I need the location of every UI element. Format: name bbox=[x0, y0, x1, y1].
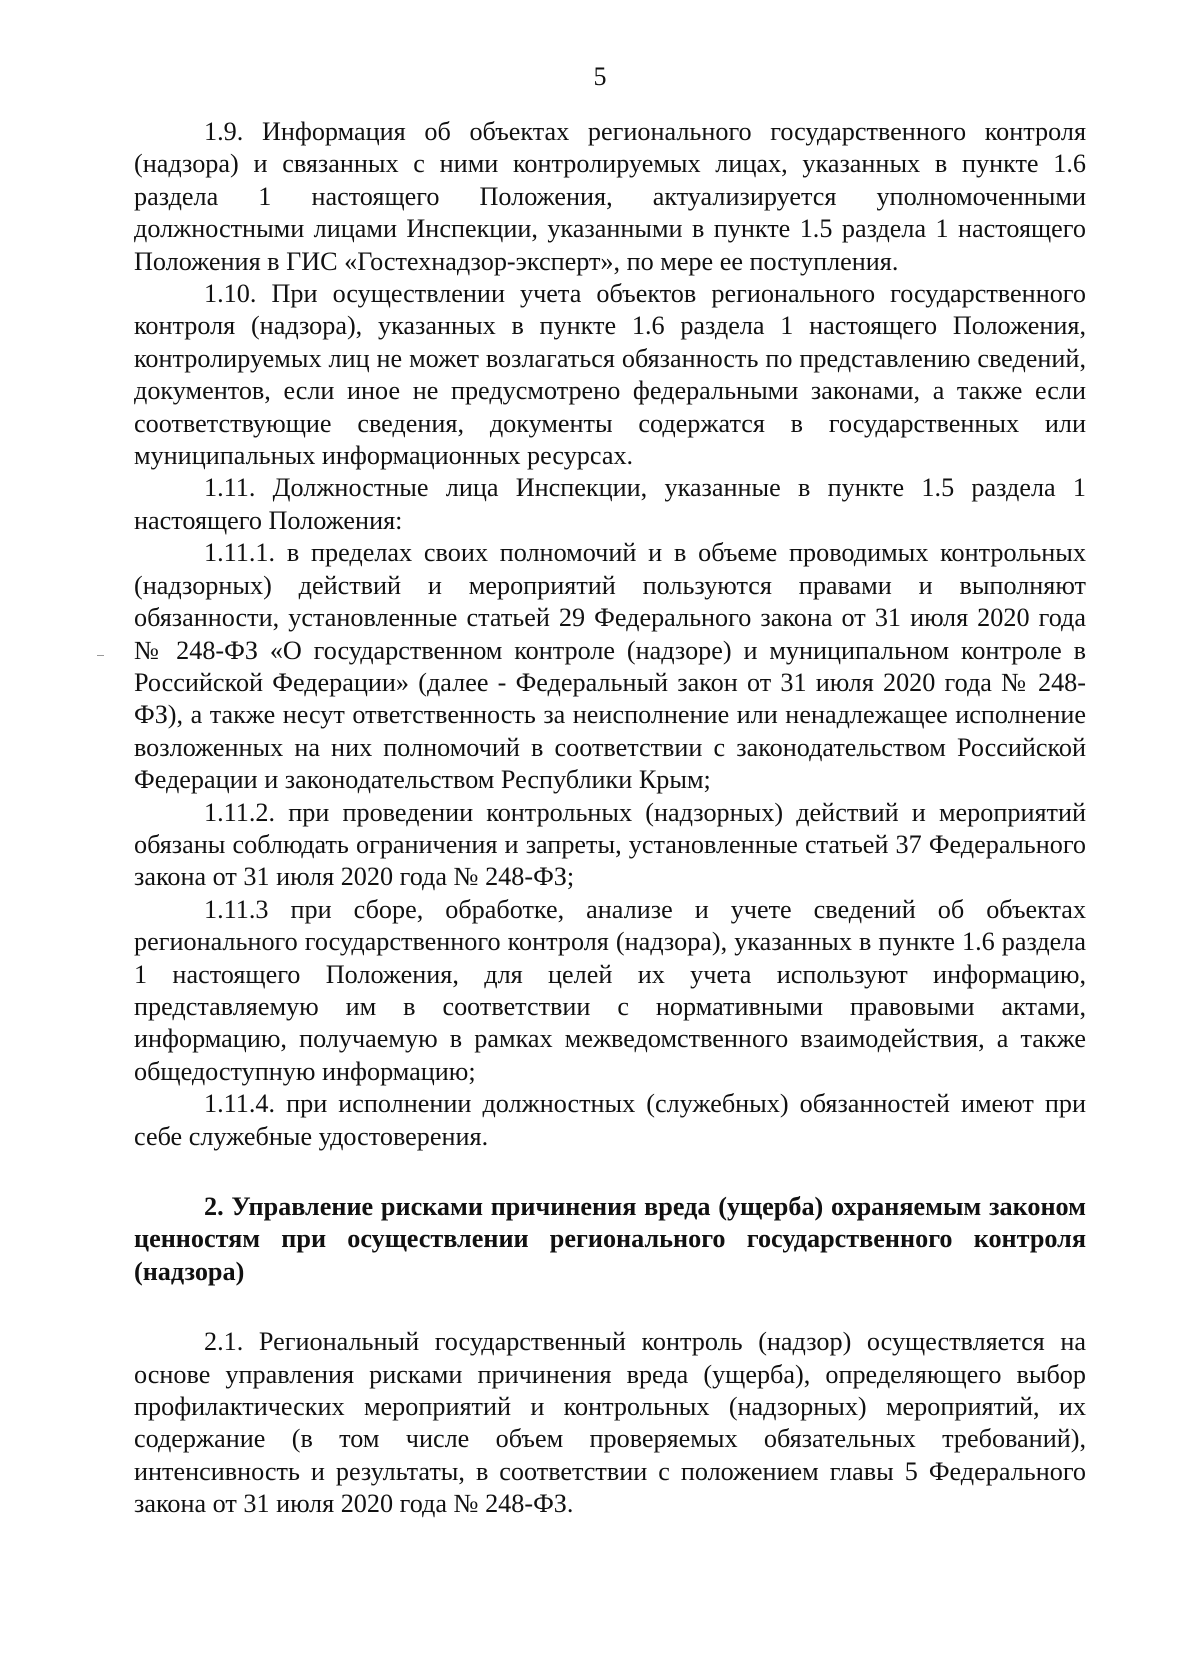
margin-mark bbox=[97, 655, 104, 656]
paragraph-1-11-3: 1.11.3 при сборе, обработке, анализе и учете сведений об объектах регионального государственного контроля (надзора), указанных в пункте 1.6 раздела 1 настоящего Положения, для целей их учета используют информацию, представляемую им в соответствии с нормативными правовыми актами, информацию, получаемую в рамках межведомственного взаимодействия, а также общедоступную информацию; bbox=[134, 894, 1086, 1086]
paragraph-1-9: 1.9. Информация об объектах регионального государственного контроля (надзора) и связанных с ними контролируемых лицах, указанных в пункте 1.6 раздела 1 настоящего Положения, актуализируется уполномоченными должностными лицами Инспекции, указанными в пункте 1.5 раздела 1 настоящего Положения в ГИС «Гостехнадзор-эксперт», по мере ее поступления. bbox=[134, 117, 1086, 276]
paragraph-1-11-1: 1.11.1. в пределах своих полномочий и в объеме проводимых контрольных (надзорных) действий и мероприятий пользуются правами и выполняют обязанности, установленные статьей 29 Федерального закона от 31 июля 2020 года № 248-ФЗ «О государственном контроле (надзоре) и муниципальном контроле в Российской Федерации» (далее - Федеральный закон от 31 июля 2020 года № 248-ФЗ), а также несут ответственность за неисполнение или ненадлежащее исполнение возложенных на них полномочий в соответствии с законодательством Российской Федерации и законодательством Республики Крым; bbox=[134, 538, 1086, 795]
paragraph-2-1: 2.1. Региональный государственный контроль (надзор) осуществляется на основе управления рисками причинения вреда (ущерба), определяющего выбор профилактических мероприятий и контрольных (надзорных) мероприятий, их содержание (в том числе объем проверяемых обязательных требований), интенсивность и результаты, в соответствии с положением главы 5 Федерального закона от 31 июля 2020 года № 248-ФЗ. bbox=[134, 1327, 1086, 1519]
paragraph-1-11-2: 1.11.2. при проведении контрольных (надзорных) действий и мероприятий обязаны соблюдать ограничения и запреты, установленные статьей 37 Федерального закона от 31 июля 2020 года № 248-ФЗ; bbox=[134, 797, 1086, 892]
paragraph-1-11-4: 1.11.4. при исполнении должностных (служебных) обязанностей имеют при себе служебные удостоверения. bbox=[134, 1089, 1086, 1151]
paragraph-1-11: 1.11. Должностные лица Инспекции, указанные в пункте 1.5 раздела 1 настоящего Положения: bbox=[134, 473, 1086, 535]
section-2-heading: 2. Управление рисками причинения вреда (ущерба) охраняемым законом ценностям при осуществлении регионального государственного контроля (надзора) bbox=[134, 1192, 1086, 1286]
paragraph-1-10: 1.10. При осуществлении учета объектов регионального государственного контроля (надзора), указанных в пункте 1.6 раздела 1 настоящего Положения, контролируемых лиц не может возлагаться обязанность по представлению сведений, документов, если иное не предусмотрено федеральными законами, а также если соответствующие сведения, документы содержатся в государственных или муниципальных информационных ресурсах. bbox=[134, 279, 1086, 471]
page-number: 5 bbox=[593, 62, 607, 91]
document-body bbox=[134, 116, 1086, 1521]
